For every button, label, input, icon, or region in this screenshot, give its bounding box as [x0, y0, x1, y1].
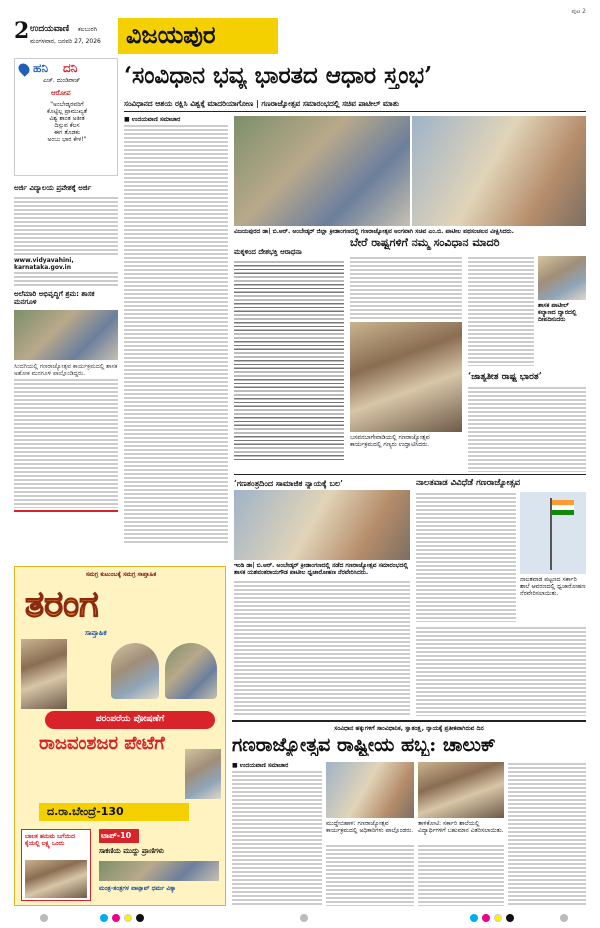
ad-item4: ಮಂತ್ರ-ತಂತ್ರಗಳ ವಾಟ್ಸಾಪ್ ಧರ್ಮ ವಿಕ್ಕಾ: [99, 885, 176, 892]
poem-line: "ಅಂಬೇಡ್ಕರವರಿಗೆ: [50, 101, 84, 108]
poem-line: ದಿಸ್ಸುವ ಕೆಲಸ: [54, 122, 80, 129]
poem-line: ಕೊಟ್ಟಿಲ್ಲ ಪ್ರಾಮುಖ್ಯತೆ: [46, 108, 88, 115]
poem: [21, 101, 113, 143]
bottom-body-col3: [418, 844, 504, 906]
masthead: [14, 8, 586, 58]
edition-label: ಕಲಬುರಗಿ: [78, 26, 98, 33]
bottom-rule: [232, 720, 586, 722]
nyaya-headline: ‘ಗಣತಂತ್ರದಿಂದ ಸಾಮಾಜಿಕ ನ್ಯಾಯಕ್ಕೆ ಬಲ’: [234, 478, 343, 488]
registration-mark: [494, 914, 502, 922]
jati-headline: ‘ಜಾತ್ಯತೀತ ರಾಷ್ಟ್ರ ಭಾರತ’: [468, 372, 542, 382]
lead-body-col4: [468, 256, 534, 366]
story1-website: www.vidyavahini, karnataka.gov.in: [14, 257, 74, 271]
bottom-body-col1: [232, 770, 322, 906]
lead-subhead: ಸಂವಿಧಾನದ ಆಶಯ ರಕ್ಷಿಸಿ ವಿಶ್ವಕ್ಕೆ ಮಾದರಿಯಾಗೋಣ | ಗಣರಾಜ್ಯೋತ್ಸವ ಸಮಾರಂಭದಲ್ಲಿ ಸಚಿವ ಪಾಟೀಲ್ ಮಾತು: [124, 100, 400, 108]
lead-photo-main: [234, 116, 410, 226]
taranga-ad: [14, 566, 226, 906]
side-portrait: [538, 256, 586, 300]
ad-item1-box: [21, 829, 91, 901]
ad-item2: ಟಾಪ್-10: [101, 831, 132, 840]
ad-name: ದ.ರಾ.ಬೇಂದ್ರೆ-130: [47, 805, 124, 818]
story1-body-tail: [14, 271, 118, 287]
ad-portrait-1: [21, 639, 67, 709]
paper-name: ಉದಯವಾಣಿ: [30, 24, 70, 34]
bottom-caption-1: ಮುದ್ದೇಬಿಹಾಳ: ಗಣರಾಜ್ಯೋತ್ಸವ ಕಾರ್ಯಕ್ರಮದಲ್ಲಿ ಅಧಿಕಾರಿಗಳು ಪಾಲ್ಗೊಂಡರು.: [326, 820, 414, 834]
mid-headline: ಬೇರೆ ರಾಷ್ಟ್ರಗಳಿಗೆ ನಮ್ಮ ಸಂವಿಧಾನ ಮಾದರಿ: [350, 236, 500, 249]
registration-mark: [124, 914, 132, 922]
nyaya-photo: [234, 490, 410, 560]
lead-dateline: ■ ಉದಯವಾಣಿ ಸಮಾಚಾರ: [124, 116, 181, 123]
ad-item1: ಬಾಲಕ ಹನುಮ ಬಗೆಯಿದ ಕೈಯಲ್ಲಿ ಲಕ್ಷ್ಯ ಒಂದು: [25, 833, 75, 847]
left-column: [14, 58, 118, 558]
lead-photo-mid-caption: ಬಸವನಬಾಗೇವಾಡಿಯಲ್ಲಿ ಗಣರಾಜ್ಯೋತ್ಸವ ಕಾರ್ಯಕ್ರಮದಲ್ಲಿ ಗಣ್ಯರು ಉದ್ಘಾಟಿಸಿದರು.: [350, 434, 430, 448]
story1-body: [14, 196, 118, 256]
registration-mark: [136, 914, 144, 922]
page-number: 2: [14, 18, 30, 44]
bottom-headline: ಗಣರಾಜ್ಯೋತ್ಸವ ರಾಷ್ಟ್ರೀಯ ಹಬ್ಬ: ಚಾಲುಕ್: [232, 734, 496, 756]
side-quote: ಶಾಸಕ ಪಾಟೀಲ್ ಕಲ್ಯಾಣದ ದ್ವಾರದಲ್ಲಿ ದೀಪದೀನಿದರು: [538, 302, 577, 323]
story1-headline: ಅರ್ಜಿ ವಿದ್ಯಾಲಯ ಪ್ರವೇಶಕ್ಕೆ ಅರ್ಜಿ: [14, 184, 92, 192]
lead-body-col2: [234, 260, 344, 460]
hani-dani-box: [14, 58, 118, 176]
ad-brand: ತರಂಗ: [25, 583, 99, 625]
lead-photo-caption: ವಿಜಯಪುರದ ಡಾ| ಬಿ.ಆರ್. ಅಂಬೇಡ್ಕರ್ ಜಿಲ್ಲಾ ಕ್ರೀಡಾಂಗಣದಲ್ಲಿ ಗಣರಾಜ್ಯೋತ್ಸವ ಅಂಗವಾಗಿ ಸಚಿವ ಎಂ.ಬಿ. ಪಾಟೀಲ ಪಥಸಂಚಲನ ವೀಕ್ಷಿಸಿದರು.: [234, 228, 514, 235]
bottom-caption-2: ತಾಳಿಕೋಟಿ: ಸರ್ಕಾರಿ ಶಾಲೆಯಲ್ಲಿ ವಿದ್ಯಾರ್ಥಿಗಳಿಗೆ ಬಹುಮಾನ ವಿತರಿಸಲಾಯಿತು.: [418, 820, 504, 834]
date-line: ಮಂಗಳವಾರ, ಜನವರಿ 27, 2026: [30, 38, 101, 45]
nyaya-caption: ಇಂಡಿ ಡಾ| ಬಿ.ಆರ್. ಅಂಬೇಡ್ಕರ್ ಕ್ರೀಡಾಂಗಣದಲ್ಲಿ ನಡೆದ ಗಣರಾಜ್ಯೋತ್ಸವ ಸಮಾರಂಭದಲ್ಲಿ ಶಾಸಕ ಯಶವಂತರಾಯಗೌಡ ಪಾಟೀಲ ಧ್ವಜಾರೋಹಣ ನೆರವೇರಿಸಿದರು.: [234, 562, 408, 576]
ad-illustration: [185, 749, 221, 799]
ad-item3: ಸಾಕಣಿಯ ಮುದ್ದು ಪ್ರಾಣಿಗಳು: [99, 847, 164, 855]
bottom-dateline: ■ ಉದಯವಾಣಿ ಸಮಾಚಾರ: [232, 762, 289, 769]
brand-dani: ದನಿ: [63, 61, 78, 75]
poem-line: ಅಂಬು ಭಾರ ಕೇಳ!": [47, 136, 87, 143]
registration-mark: [470, 914, 478, 922]
drop-icon: [16, 61, 32, 77]
naltavada-body-2: [416, 626, 586, 716]
section-title: ವಿಜಯಪುರ: [126, 20, 216, 49]
story2-body: [14, 378, 118, 508]
ad-banner-text: ಪರಂಪರೆಯ ಪೋಷಣೆಗೆ: [95, 714, 165, 724]
brand-hani: ಹನಿ: [33, 61, 48, 75]
registration-mark: [506, 914, 514, 922]
ad-big-title: ರಾಜವಂಶಜರ ಪೇಟೆಗೆ: [39, 733, 165, 754]
bottom-body-col2: [326, 844, 414, 906]
corner-tag: ಪುಟ 2: [571, 8, 586, 15]
lead-photo-mid: [350, 322, 462, 432]
byline: ಎಚ್. ದುಂಡಿರಾಜ್: [43, 77, 81, 84]
bottom-body-col4: [508, 762, 586, 906]
registration-mark: [482, 914, 490, 922]
lead-headline: ‘ಸಂವಿಧಾನ ಭವ್ಯ ಭಾರತದ ಆಧಾರ ಸ್ತಂಭ’: [124, 62, 433, 89]
poem-title: ಆರೋಪ: [51, 89, 71, 97]
ad-portrait-3: [165, 643, 217, 699]
poem-line: ವಿಶ್ವ ಶಾಂತ ಅತೀತ: [49, 115, 85, 122]
ad-portrait-2: [111, 643, 159, 699]
bottom-photo-2: [418, 762, 504, 818]
story3-bar: [14, 510, 118, 512]
ad-banner: [45, 711, 215, 729]
flag-photo: [520, 492, 586, 574]
story2-caption: ಸಿಂದಗಿಯಲ್ಲಿ ಗಣರಾಜ್ಯೋತ್ಸವ ಕಾರ್ಯಕ್ರಮದಲ್ಲಿ ಶಾಸಕ ಅಶೋಕ ಮನಗೂಳಿ ಪಾಲ್ಗೊಂಡಿದ್ದರು.: [14, 363, 118, 377]
naltavada-caption: ನಾಲತವಾಡ ಪಟ್ಟಣದ ಸರ್ಕಾರಿ ಶಾಲೆ ಆವರಣದಲ್ಲಿ ಧ್ವಜಾರೋಹಣ ನೆರವೇರಿಸಲಾಯಿತು.: [520, 576, 586, 597]
story2-photo: [14, 310, 118, 360]
registration-mark: [300, 914, 308, 922]
ad-item1-photo: [25, 860, 87, 898]
flag-green: [552, 510, 574, 515]
mid-story-headline: ಮಕ್ಕಳಿಂದ ದೇಶಭಕ್ತಿ ಆರಾಧನಾ: [234, 248, 302, 256]
nyaya-body: [234, 580, 410, 716]
registration-mark: [40, 914, 48, 922]
story2-headline: ಅಲೆಮಾರಿ ಅಭಿವೃದ್ಧಿಗೆ ಶ್ರಮ: ಶಾಸಕ ಮನಗೂಳಿ: [14, 290, 95, 306]
nyaya-rule: [234, 474, 586, 475]
naltavada-headline: ನಾಲತವಾಡ ವಿವಿಧೆಡೆ ಗಣರಾಜ್ಯೋತ್ಸವ: [416, 478, 521, 488]
registration-mark: [560, 914, 568, 922]
lead-body-col1: [124, 124, 228, 544]
registration-mark: [112, 914, 120, 922]
poem-line: ಈಗ ತೊಡಕು: [53, 129, 81, 136]
registration-mark: [100, 914, 108, 922]
lead-photo-right: [412, 116, 586, 226]
lead-body-col3: [350, 256, 462, 320]
ad-brand-sub: ಸಾಪ್ತಾಹಿಕ: [85, 629, 107, 637]
ad-tagline: ಸಮಗ್ರ ಕುಟುಂಬಕ್ಕೆ ಸಮಗ್ರ ಸಾಪ್ತಾಹಿಕ: [85, 571, 157, 578]
ad-item2-tag: [99, 829, 139, 843]
subhead-rule: [124, 111, 586, 112]
jati-body: [468, 386, 586, 472]
bottom-kicker: ಸಂವಿಧಾನ ಹಕ್ಕುಗಳಿಗೆ ಸಾಂವಿಧಾನಿಕ, ಸ್ವಾತಂತ್ರ್ಯ, ನ್ಯಾಯಕ್ಕೆ ಪ್ರತೀಕವಾಗಿರುವ ದಿನ: [334, 725, 484, 732]
bottom-photo-1: [326, 762, 414, 818]
naltavada-body: [416, 492, 516, 622]
ad-name-bar: [39, 803, 189, 821]
ad-item3-photo: [99, 861, 219, 881]
